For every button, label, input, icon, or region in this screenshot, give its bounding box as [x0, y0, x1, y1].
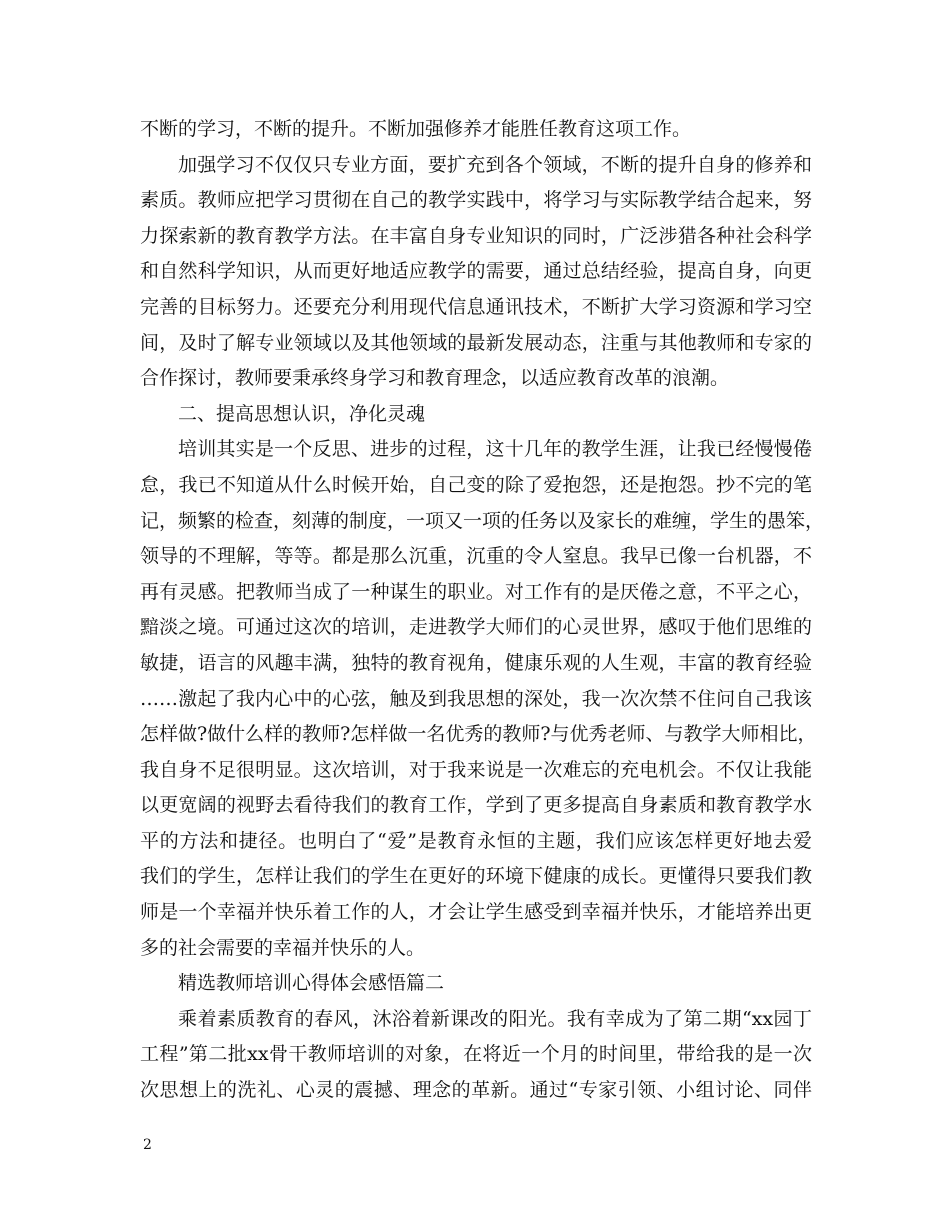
text-line: 敏捷，语言的风趣丰满，独特的教育视角，健康乐观的人生观，丰富的教育经验	[140, 651, 812, 674]
text-line: 师是一个幸福并快乐着工作的人，才会让学生感受到幸福并快乐，才能培养出更	[140, 901, 812, 924]
text-line: 我自身不足很明显。这次培训，对于我来说是一次难忘的充电机会。不仅让我能	[140, 758, 812, 781]
paragraph-first-line: 加强学习不仅仅只专业方面，要扩充到各个领域，不断的提升自身的修养和	[178, 153, 812, 176]
paragraph-first-line: 培训其实是一个反思、进步的过程，这十几年的教学生涯，让我已经慢慢倦	[178, 438, 812, 461]
text-line: 我们的学生，怎样让我们的学生在更好的环境下健康的成长。更懂得只要我们教	[140, 865, 812, 888]
text-line: 和自然科学知识，从而更好地适应教学的需要，通过总结经验，提高自身，向更	[140, 260, 812, 283]
section-heading: 精选教师培训心得体会感悟篇二	[178, 972, 445, 995]
text-line: 怎样做?做什么样的教师?怎样做一名优秀的教师?与优秀老师、与教学大师相比，	[140, 723, 817, 746]
body-text	[140, 112, 825, 1109]
text-line: 以更宽阔的视野去看待我们的教育工作，学到了更多提高自身素质和教育教学水	[140, 794, 812, 817]
paragraph-first-line: 乘着素质教育的春风，沐浴着新课改的阳光。我有幸成为了第二期“xx园丁	[178, 1007, 812, 1030]
text-line: 间，及时了解专业领域以及其他领域的最新发展动态，注重与其他教师和专家的	[140, 331, 812, 354]
text-line: 黯淡之境。可通过这次的培训，走进教学大师们的心灵世界，感叹于他们思维的	[140, 616, 812, 639]
text-line: 怠，我已不知道从什么时候开始，自己变的除了爱抱怨，还是抱怨。抄不完的笔	[140, 473, 812, 496]
text-line: 记，频繁的检查，刻薄的制度，一项又一项的任务以及家长的难缠，学生的愚笨，	[140, 509, 825, 532]
text-line: 合作探讨，教师要秉承终身学习和教育理念，以适应教育改革的浪潮。	[140, 367, 730, 390]
section-heading: 二、提高思想认识，净化灵魂	[178, 402, 426, 425]
text-line: 再有灵感。把教师当成了一种谋生的职业。对工作有的是厌倦之意，不平之心，	[140, 580, 812, 603]
page-number: 2	[143, 1137, 152, 1153]
text-line: 次思想上的洗礼、心灵的震撼、理念的革新。通过“专家引领、小组讨论、同伴	[140, 1079, 812, 1102]
text-line: 平的方法和捷径。也明白了“爱”是教育永恒的主题，我们应该怎样更好地去爱	[140, 829, 812, 852]
text-line: 力探索新的教育教学方法。在丰富自身专业知识的同时，广泛涉猎各种社会科学	[140, 224, 812, 247]
text-line: 多的社会需要的幸福并快乐的人。	[140, 936, 426, 959]
text-line: 领导的不理解，等等。都是那么沉重，沉重的令人窒息。我早已像一台机器，不	[140, 545, 812, 568]
text-line: ……激起了我内心中的心弦，触及到我思想的深处，我一次次禁不住问自己我该	[140, 687, 812, 710]
text-line: 不断的学习，不断的提升。不断加强修养才能胜任教育这项工作。	[140, 118, 692, 140]
text-line: 工程”第二批xx骨干教师培训的对象，在将近一个月的时间里，带给我的是一次	[140, 1043, 812, 1066]
text-line: 素质。教师应把学习贯彻在自己的教学实践中，将学习与实际教学结合起来，努	[140, 189, 812, 212]
text-line: 完善的目标努力。还要充分利用现代信息通讯技术，不断扩大学习资源和学习空	[140, 295, 812, 318]
